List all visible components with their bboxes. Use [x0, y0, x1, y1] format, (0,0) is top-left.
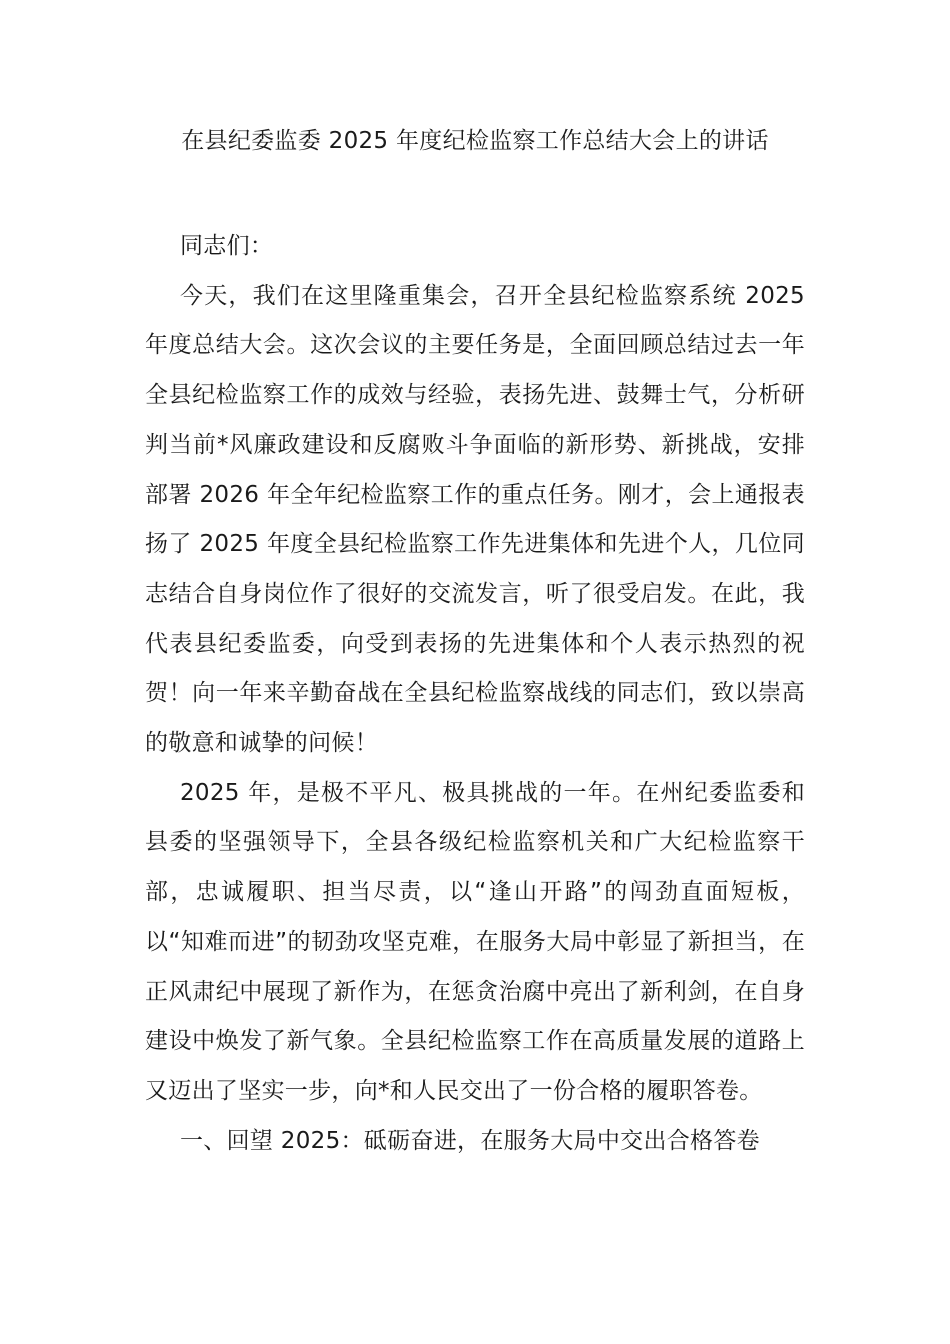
section-heading: 一、回望 2025：砥砺奋进，在服务大局中交出合格答卷	[180, 1127, 760, 1154]
paragraph-review-2025: 2025 年，是极不平凡、极具挑战的一年。在州纪委监委和县委的坚强领导下，全县各级纪检监察机关和广大纪检监察干部，忠诚履职、担当尽责，以“逢山开路”的闯劲直面短板，以“知难而进”的韧劲攻坚克难，在服务大局中彰显了新担当，在正风肃纪中展现了新作为，在惩贪治腐中亮出了新利剑，在自身建设中焕发了新气象。全县纪检监察工作在高质量发展的道路上又迈出了坚实一步，向*和人民交出了一份合格的履职答卷。	[145, 779, 805, 1104]
paragraph-opening: 今天，我们在这里隆重集会，召开全县纪检监察系统 2025 年度总结大会。这次会议的主要任务是，全面回顾总结过去一年全县纪检监察工作的成效与经验，表扬先进、鼓舞士气，分析研判当前*风廉政建设和反腐败斗争面临的新形势、新挑战，安排部署 2026 年全年纪检监察工作的重点任务。刚才，会上通报表扬了 2025 年度全县纪检监察工作先进集体和先进个人，几位同志结合自身岗位作了很好的交流发言，听了很受启发。在此，我代表县纪委监委，向受到表扬的先进集体和个人表示热烈的祝贺！向一年来辛勤奋战在全县纪检监察战线的同志们，致以崇高的敬意和诚挚的问候！	[145, 282, 805, 757]
speech-body	[145, 222, 805, 1166]
salutation: 同志们：	[180, 233, 274, 259]
speech-title: 在县纪委监委 2025 年度纪检监察工作总结大会上的讲话	[181, 128, 769, 154]
